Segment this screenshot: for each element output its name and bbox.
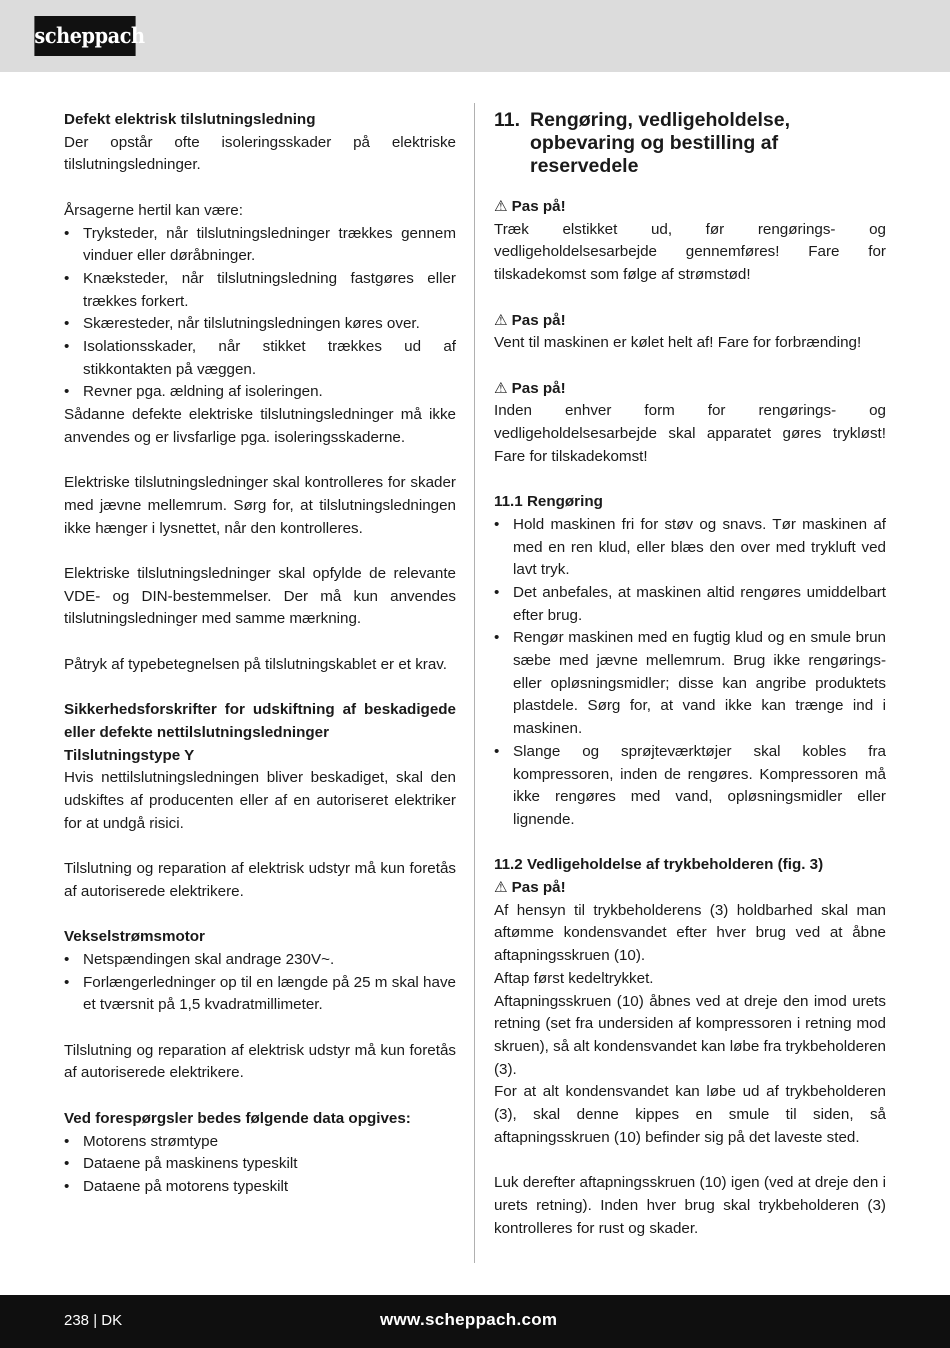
list-item: • Slange og sprøjteværktøjer skal kobles fra kompressoren, inden de rengøres. Kompressoren må ikke rengøres med vand, opløsningsmidler eller lignende.	[494, 742, 886, 828]
bullet-icon: •	[64, 950, 70, 968]
paragraph: Der opstår ofte isoleringsskader på elektriske tilslutningsledninger.	[64, 133, 456, 174]
list-item: • Knæksteder, når tilslutningsledning fastgøres eller trækkes forkert.	[64, 269, 456, 310]
list-item: • Revner pga. ældning af isoleringen.	[64, 381, 456, 404]
paragraph: Inden enhver form for rengørings- og vedligeholdelsesarbejde skal apparatet gøres trykløst! Fare for tilskadekomst!	[494, 402, 886, 465]
bullet-icon: •	[64, 224, 70, 242]
paragraph: Hvis nettilslutningsledningen bliver beskadiget, skal den udskiftes af producenten eller af en autoriseret elektriker for at undgå risici.	[64, 769, 456, 832]
bullet-icon: •	[64, 315, 70, 333]
causes-list	[64, 223, 456, 405]
page-number: 238 | DK	[64, 1312, 123, 1329]
paragraph: Aftap først kedeltrykket.	[494, 969, 654, 987]
warning-heading: ⚠ Pas på!	[494, 379, 566, 397]
heading-connection-type: Tilslutningstype Y	[64, 746, 195, 764]
section-number: 11.	[494, 109, 521, 131]
warning-icon: ⚠	[494, 198, 508, 215]
warning-heading: ⚠ Pas på!	[494, 879, 566, 897]
paragraph: Tilslutning og reparation af elektrisk udstyr må kun foretås af autoriserede elektrikere.	[64, 860, 456, 900]
heading-cleaning: 11.1 Rengøring	[494, 493, 603, 511]
heading-safety: Sikkerhedsforskrifter for udskiftning af beskadigede eller defekte nettilslutningsledninger	[64, 701, 456, 741]
paragraph: Påtryk af typebetegnelsen på tilslutningskablet er et krav.	[64, 655, 447, 673]
paragraph: Tilslutning og reparation af elektrisk udstyr må kun foretås af autoriserede elektrikere.	[64, 1041, 456, 1082]
paragraph: Elektriske tilslutningsledninger skal opfylde de relevante VDE- og DIN-bestemmelser. Der må kun anvendes tilslutningsledninger med samme mærkning.	[64, 565, 456, 628]
bullet-icon: •	[494, 742, 500, 760]
heading-maintenance: 11.2 Vedligeholdelse af trykbeholderen (fig. 3)	[494, 856, 824, 874]
warning-heading: ⚠ Pas på!	[494, 198, 566, 215]
motor-list	[64, 949, 456, 1017]
list-item: • Dataene på maskinens typeskilt	[64, 1153, 456, 1176]
warning-icon: ⚠	[494, 379, 508, 397]
footer-bar	[0, 1295, 950, 1348]
paragraph: Årsagerne hertil kan være:	[64, 201, 243, 219]
bullet-icon: •	[64, 1155, 70, 1173]
warning-heading: ⚠ Pas på!	[494, 311, 566, 329]
list-item: • Skæresteder, når tilslutningsledningen køres over.	[64, 313, 456, 336]
header-bar	[0, 0, 950, 72]
heading-ac-motor: Vekselstrømsmotor	[64, 928, 205, 946]
paragraph: Elektriske tilslutningsledninger skal kontrolleres for skader med jævne mellemrum. Sørg for, at tilslutningsledningen ikke hænger i lysnettet, når den kontrolleres.	[64, 474, 456, 537]
list-item: • Netspændingen skal andrage 230V~.	[64, 949, 456, 972]
list-item: • Motorens strømtype	[64, 1131, 456, 1154]
list-item: • Dataene på motorens typeskilt	[64, 1176, 456, 1199]
list-item: • Rengør maskinen med en fugtig klud og en smule brun sæbe med jævne mellemrum. Brug ikke rengørings- eller opløsningsmidler; disse kan angribe produktets plastdele. Sørg for, at vand ikke kan trænge ind i maskinen.	[494, 629, 886, 738]
bullet-icon: •	[64, 1132, 70, 1150]
heading-inquiries: Ved forespørgsler bedes følgende data opgives:	[64, 1109, 411, 1127]
cleaning-list	[494, 514, 886, 832]
bullet-icon: •	[64, 269, 70, 287]
paragraph: Sådanne defekte elektriske tilslutningsledninger må ikke anvendes og er livsfarlige pga. isoleringsskaderne.	[64, 406, 456, 446]
list-item: • Hold maskinen fri for støv og snavs. Tør maskinen af med en ren klud, eller blæs den over med trykluft ved lavt tryk.	[494, 515, 886, 579]
right-column	[494, 109, 886, 1240]
website-link[interactable]: www.scheppach.com	[380, 1310, 558, 1329]
bullet-icon: •	[64, 383, 70, 401]
bullet-icon: •	[494, 629, 500, 647]
bullet-icon: •	[64, 338, 70, 356]
section-11-heading	[494, 109, 886, 178]
left-column	[64, 109, 456, 1199]
data-list	[64, 1131, 456, 1199]
section-title: Rengøring, vedligeholdelse, opbevaring og bestilling af reservedele	[530, 109, 791, 177]
bullet-icon: •	[494, 515, 500, 533]
paragraph: Luk derefter aftapningsskruen (10) igen (ved at dreje den i urets retning). Inden hver brug skal trykbeholderen (3) kontrolleres for rust og skader.	[494, 1174, 886, 1237]
paragraph: For at alt kondensvandet kan løbe ud af trykbeholderen (3), skal denne kippes en smule til siden, så aftapningsskruen (10) befinder sig på det laveste sted.	[494, 1083, 886, 1146]
list-item: • Tryksteder, når tilslutningsledninger trækkes gennem vinduer eller døråbninger.	[64, 224, 456, 265]
warning-icon: ⚠	[494, 311, 508, 329]
bullet-icon: •	[64, 973, 70, 991]
paragraph: Træk elstikket ud, før rengørings- og vedligeholdelsesarbejde gennemføres! Fare for tilskadekomst som følge af strømstød!	[494, 220, 886, 284]
paragraph: Af hensyn til trykbeholderens (3) holdbarhed skal man aftømme kondensvandet efter hver brug ved at åbne aftapningsskruen (10).	[494, 901, 886, 965]
heading-defective-cable: Defekt elektrisk tilslutningsledning	[64, 111, 316, 128]
bullet-icon: •	[64, 1177, 70, 1195]
warning-icon: ⚠	[494, 879, 508, 897]
list-item: • Forlængerledninger op til en længde på 25 m skal have et tværsnit på 1,5 kvadratmillimeter.	[64, 973, 456, 1014]
bullet-icon: •	[494, 583, 500, 601]
paragraph: Aftapningsskruen (10) åbnes ved at dreje den imod urets retning (set fra undersiden af kompressoren i retning mod skruen), så alt kondensvandet kan løbe fra trykbeholderen (3).	[494, 992, 886, 1078]
list-item: • Det anbefales, at maskinen altid rengøres umiddelbart efter brug.	[494, 583, 886, 624]
scheppach-logo: scheppach	[34, 16, 135, 56]
column-divider	[474, 103, 475, 1263]
list-item: • Isolationsskader, når stikket trækkes ud af stikkontakten på væggen.	[64, 338, 456, 378]
paragraph: Vent til maskinen er kølet helt af! Fare for forbrænding!	[494, 334, 862, 352]
